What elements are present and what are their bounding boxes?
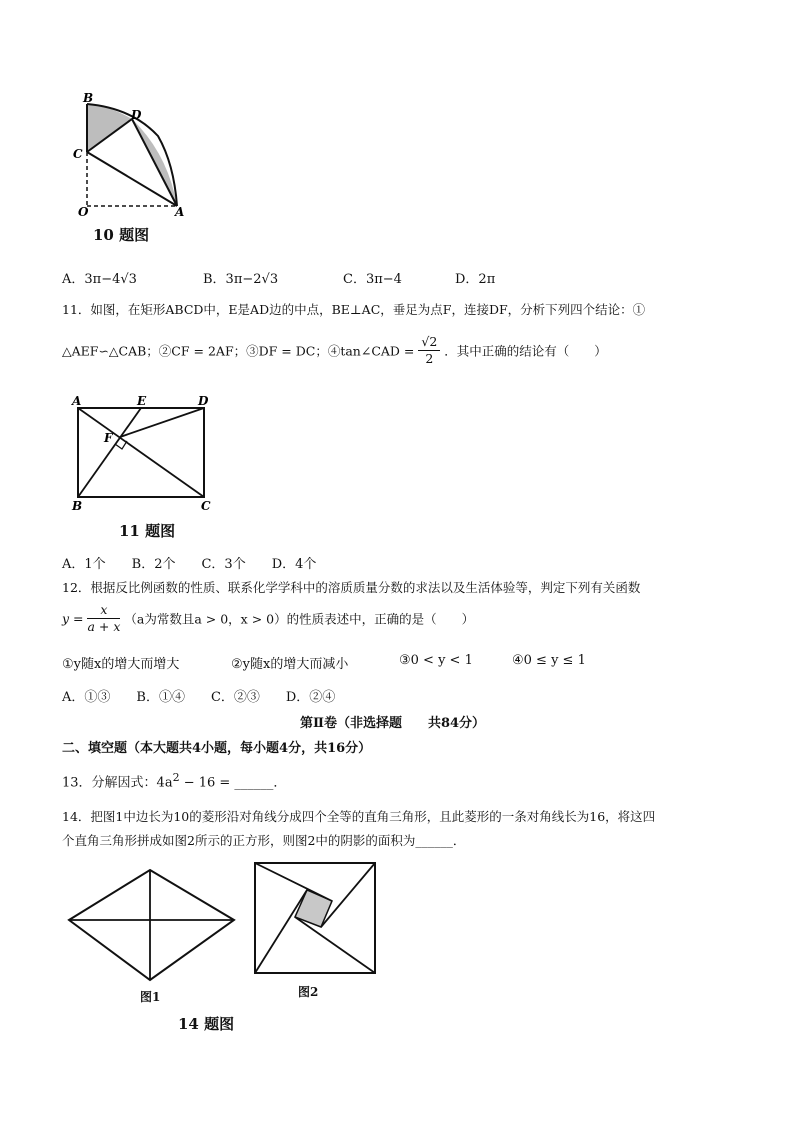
q10-caption: 10 题图 xyxy=(93,226,150,244)
q13-exponent: 2 xyxy=(172,771,180,784)
q14-figure-2-label: 图2 xyxy=(298,985,319,999)
q10-option-d: D．2π xyxy=(455,272,496,287)
q12-statement-1: ①y随x的增大而增大 xyxy=(62,657,180,672)
q11-fraction-numerator: √2 xyxy=(418,334,440,351)
q10-option-b: B．3π−2√3 xyxy=(203,272,279,287)
q14-line-2 xyxy=(321,863,375,927)
q13-stem-pre: 13．分解因式：4a xyxy=(62,775,173,791)
q10-figure xyxy=(70,92,200,222)
q14-figure-1-label: 图1 xyxy=(140,990,161,1004)
q14-line-4 xyxy=(255,890,307,973)
q12-fraction xyxy=(87,602,120,635)
q12-stem-line2 xyxy=(62,602,474,635)
q12-statement-4: ④0 ≤ y ≤ 1 xyxy=(512,653,586,668)
q14-stem-line2: 个直角三角形拼成如图2所示的正方形，则图2中的阴影的面积为______． xyxy=(62,833,466,848)
q14-figure-1 xyxy=(64,860,244,990)
q11-label-b: B xyxy=(72,499,83,513)
q12-fraction-numerator: x xyxy=(87,602,120,619)
q10-label-b: B xyxy=(83,92,94,105)
q13-stem xyxy=(62,771,286,790)
q12-stem-line1: 12．根据反比例函数的性质、联系化学学科中的溶质质量分数的求法以及生活体验等，判定下列有关函数 xyxy=(62,580,641,595)
q11-fraction xyxy=(418,334,440,367)
q11-segment-df xyxy=(120,408,204,437)
q11-label-c: C xyxy=(201,499,211,513)
q11-caption: 11 题图 xyxy=(119,522,176,540)
q10-label-o: O xyxy=(78,205,89,219)
q10-label-d: D xyxy=(131,108,142,122)
q12-options: A．①③ B．①④ C．②③ D．②④ xyxy=(62,690,336,705)
q14-figure-2 xyxy=(252,860,382,980)
q14-line-3 xyxy=(295,917,375,973)
q12-y-equals: y = xyxy=(62,611,88,626)
q11-stem-line1: 11．如图，在矩形ABCD中，E是AD边的中点，BE⊥AC，垂足为点F，连接DF，分析下列四个结论：① xyxy=(62,302,646,317)
q11-segment-be xyxy=(78,408,141,497)
q11-figure xyxy=(66,394,216,514)
q11-label-d: D xyxy=(198,394,209,408)
q14-rhombus xyxy=(69,870,234,980)
q10-label-c: C xyxy=(73,147,83,161)
q10-option-a: A．3π−4√3 xyxy=(62,272,137,287)
q12-stem-line2-post: （a为常数且a > 0，x > 0）的性质表述中，正确的是（ ） xyxy=(124,611,475,627)
q12-statement-2: ②y随x的增大而减小 xyxy=(231,657,349,672)
q12-fraction-denominator: a + x xyxy=(87,619,121,634)
q13-stem-post: − 16 = ______． xyxy=(179,775,287,791)
q11-label-f: F xyxy=(104,431,113,445)
section-fill-in-blank: 二、填空题（本大题共4小题，每小题4分，共16分） xyxy=(62,741,372,756)
part2-title: 第Ⅱ卷（非选择题 共84分） xyxy=(300,716,486,731)
q11-options: A．1个 B．2个 C．3个 D．4个 xyxy=(62,557,317,572)
q11-fraction-denominator: 2 xyxy=(425,351,434,366)
q11-stem-line2 xyxy=(62,334,607,367)
q11-stem-line2-pre: △AEF∽△CAB；②CF = 2AF；③DF = DC；④tan∠CAD = xyxy=(62,343,419,359)
q11-segment-ac xyxy=(78,408,204,497)
q14-caption: 14 题图 xyxy=(178,1015,235,1033)
q11-label-a: A xyxy=(72,394,82,408)
q14-stem-line1: 14．把图1中边长为10的菱形沿对角线分成四个全等的直角三角形，且此菱形的一条对角线长为16，将这四 xyxy=(62,809,656,824)
q12-statement-3: ③0 < y < 1 xyxy=(399,653,473,668)
q10-option-c: C．3π−4 xyxy=(343,272,402,287)
q11-label-e: E xyxy=(137,394,147,408)
q10-shaded-region-bcd xyxy=(87,104,132,152)
q11-stem-line2-post: ．其中正确的结论有（ ） xyxy=(444,343,607,359)
q10-label-a: A xyxy=(175,205,185,219)
q14-line-1 xyxy=(255,863,332,901)
